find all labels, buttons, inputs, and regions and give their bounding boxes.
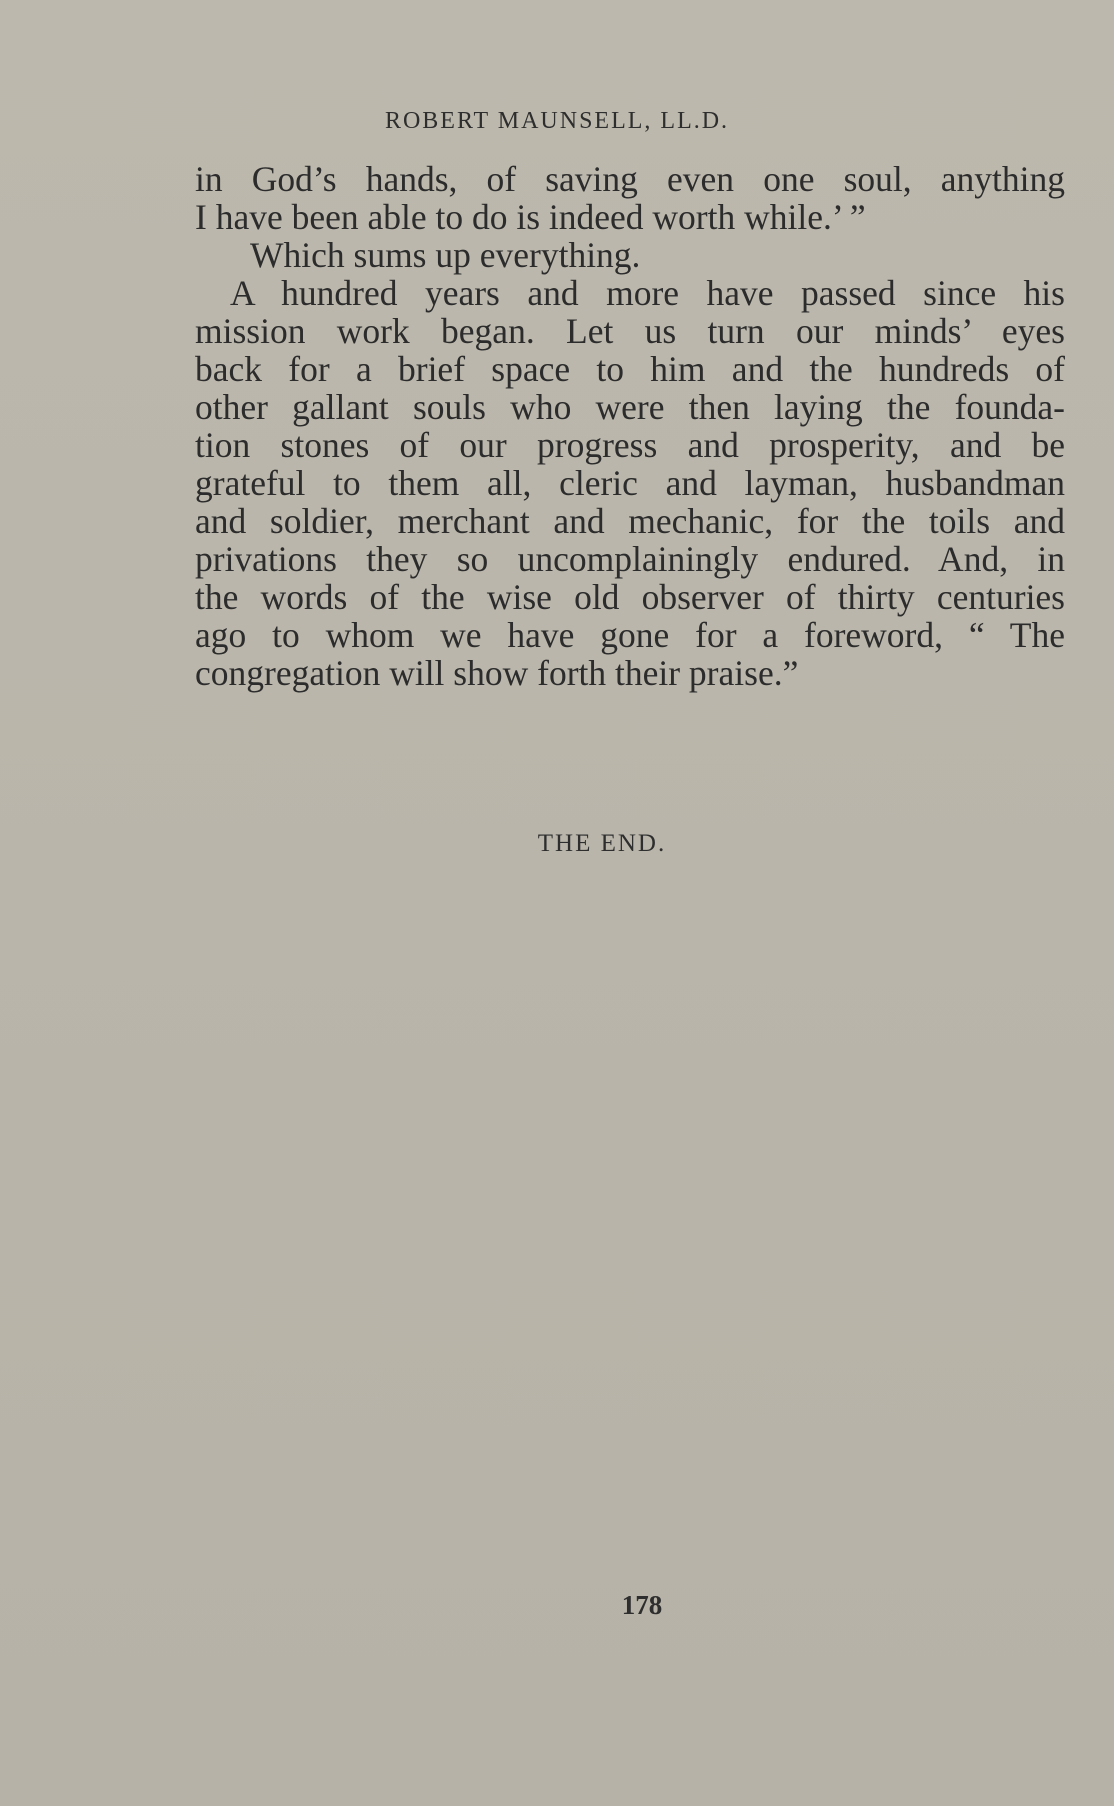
text-line: ago to whom we have gone for a foreword, “ The <box>195 615 1065 655</box>
text-line: the words of the wise old observer of thirty centuries <box>195 577 1065 617</box>
text-line: grateful to them all, cleric and layman, husbandman <box>195 463 1065 503</box>
text-line: tion stones of our progress and prosperity, and be <box>195 425 1065 465</box>
page-number: 178 <box>621 1590 663 1620</box>
text-line: and soldier, merchant and mechanic, for the toils and <box>195 501 1065 541</box>
text-line: A hundred years and more have passed since his <box>230 273 1065 313</box>
body-text <box>195 160 1065 692</box>
text-line: back for a brief space to him and the hundreds of <box>195 349 1065 389</box>
the-end-label: THE END. <box>537 830 667 857</box>
running-head: ROBERT MAUNSELL, LL.D. <box>384 108 730 134</box>
text-line: in God’s hands, of saving even one soul, anything <box>195 159 1065 199</box>
text-line: privations they so uncomplainingly endured. And, in <box>195 539 1065 579</box>
text-line: I have been able to do is indeed worth while.’ ” <box>195 197 866 237</box>
text-line: mission work began. Let us turn our minds’ eyes <box>195 311 1065 351</box>
text-line: congregation will show forth their praise.” <box>195 653 799 693</box>
text-line: Which sums up everything. <box>250 235 641 275</box>
text-line: other gallant souls who were then laying the founda- <box>195 387 1065 427</box>
